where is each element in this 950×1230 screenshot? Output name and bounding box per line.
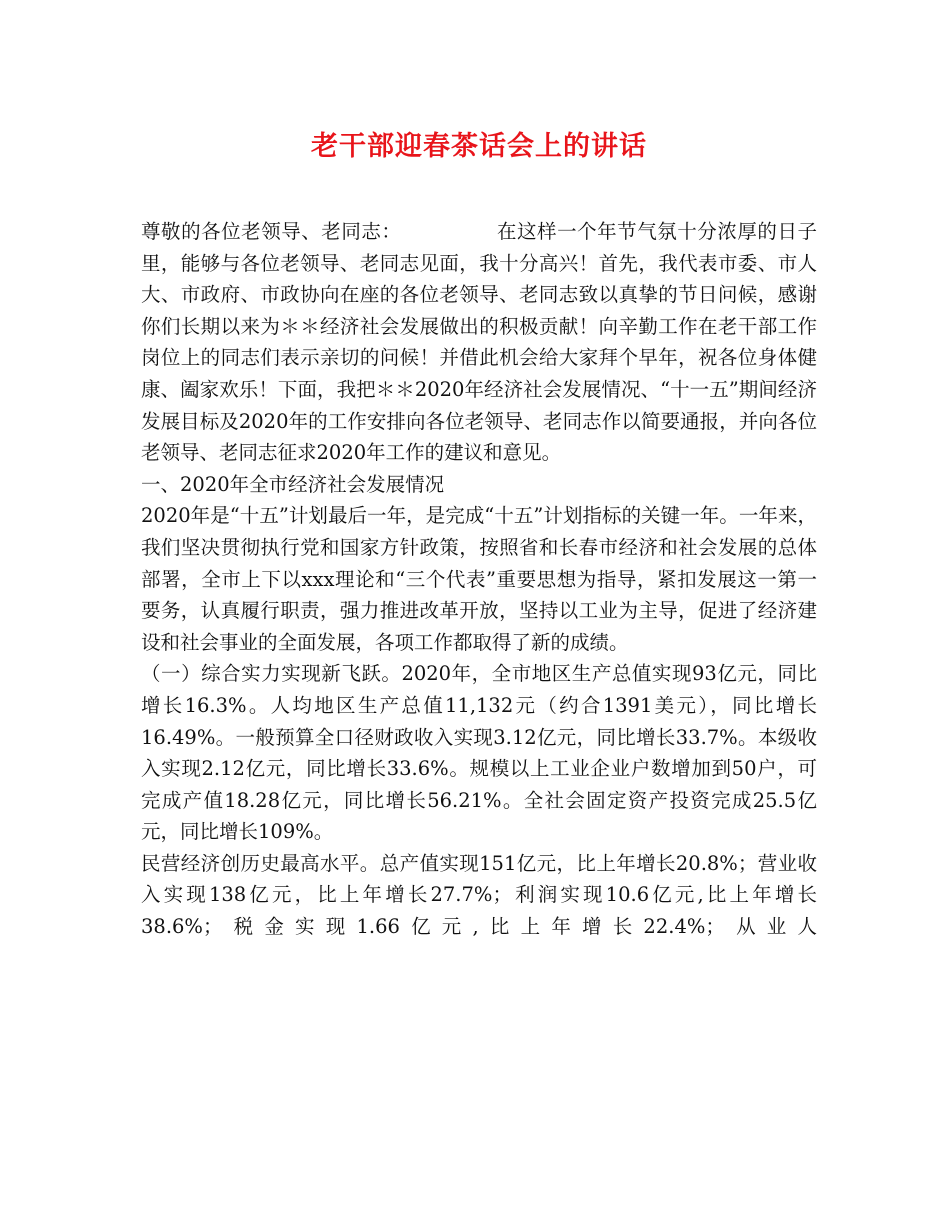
intro-paragraph: [141, 216, 817, 469]
body-paragraph: 民营经济创历史最高水平。总产值实现151亿元，比上年增长20.8%；营业收入实现138亿元，比上年增长27.7%；利润实现10.6亿元,比上年增长38.6%；税金实现1.66亿元,比上年增长22.4%；从业人: [141, 851, 817, 939]
document-page: [141, 118, 817, 943]
intro-text: 在这样一个年节气氛十分浓厚的日子里，能够与各位老领导、老同志见面，我十分高兴！首先，我代表市委、市人大、市政府、市政协向在座的各位老领导、老同志致以真挚的节日问候，感谢你们长期以来为＊＊经济社会发展做出的积极贡献！向辛勤工作在老干部工作岗位上的同志们表示亲切的问候！并借此机会给大家拜个早年，祝各位身体健康、阖家欢乐！下面，我把＊＊2020年经济社会发展情况、“十一五”期间经济发展目标及2020年的工作安排向各位老领导、老同志作以简要通报，并向各位老领导、老同志征求2020年工作的建议和意见。: [141, 220, 817, 465]
salutation: 尊敬的各位老领导、老同志：: [141, 220, 402, 243]
section-heading: 一、2020年全市经济社会发展情况: [141, 472, 445, 496]
body-paragraph: （一）综合实力实现新飞跃。2020年，全市地区生产总值实现93亿元，同比增长16.3%。人均地区生产总值11,132元（约合1391美元），同比增长16.49%。一般预算全口径财政收入实现3.12亿元，同比增长33.7%。本级收入实现2.12亿元，同比增长33.6%。规模以上工业企业户数增加到50户，可完成产值18.28亿元，同比增长56.21%。全社会固定资产投资完成25.5亿元，同比增长109%。: [141, 662, 817, 844]
body-paragraph: 2020年是“十五”计划最后一年，是完成“十五”计划指标的关键一年。一年来，我们坚决贯彻执行党和国家方针政策，按照省和长春市经济和社会发展的总体部署，全市上下以xxx理论和“三个代表”重要思想为指导，紧扣发展这一第一要务，认真履行职责，强力推进改革开放，坚持以工业为主导，促进了经济建设和社会事业的全面发展，各项工作都取得了新的成绩。: [141, 504, 817, 654]
document-title: 老干部迎春茶话会上的讲话: [311, 131, 647, 162]
